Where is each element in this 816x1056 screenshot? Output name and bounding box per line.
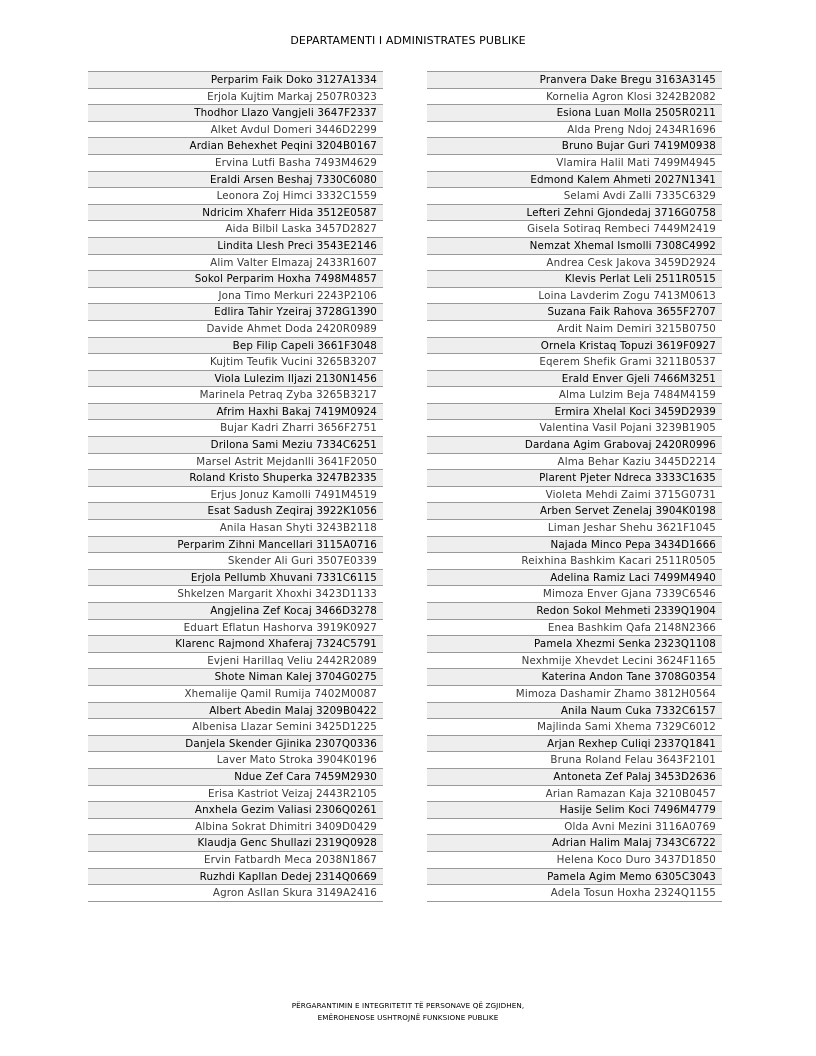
list-item: Marinela Petraq Zyba 3265B3217 [88,387,383,404]
list-item: Alda Preng Ndoj 2434R1696 [427,122,722,139]
list-item: Anila Hasan Shyti 3243B2118 [88,520,383,537]
list-item: Klarenc Rajmond Xhaferaj 7324C5791 [88,636,383,653]
list-item: Edmond Kalem Ahmeti 2027N1341 [427,172,722,189]
list-item: Reixhina Bashkim Kacari 2511R0505 [427,553,722,570]
list-item: Eduart Eflatun Hashorva 3919K0927 [88,620,383,637]
list-item: Vlamira Halil Mati 7499M4945 [427,155,722,172]
list-item: Adrian Halim Malaj 7343C6722 [427,835,722,852]
list-item: Davide Ahmet Doda 2420R0989 [88,321,383,338]
page-title: DEPARTAMENTI I ADMINISTRATES PUBLIKE [290,34,526,47]
list-item: Skender Ali Guri 3507E0339 [88,553,383,570]
list-item: Antoneta Zef Palaj 3453D2636 [427,769,722,786]
list-item: Dardana Agim Grabovaj 2420R0996 [427,437,722,454]
list-item: Pamela Agim Memo 6305C3043 [427,869,722,886]
footer [0,1000,816,1024]
list-item: Alket Avdul Domeri 3446D2299 [88,122,383,139]
list-item: Selami Avdi Zalli 7335C6329 [427,188,722,205]
list-item: Ardian Behexhet Peqini 3204B0167 [88,138,383,155]
list-item: Erjola Kujtim Markaj 2507R0323 [88,89,383,106]
list-item: Helena Koco Duro 3437D1850 [427,852,722,869]
list-item: Nemzat Xhemal Ismolli 7308C4992 [427,238,722,255]
list-item: Lefteri Zehni Gjondedaj 3716G0758 [427,205,722,222]
list-item: Najada Minco Pepa 3434D1666 [427,537,722,554]
list-item: Eqerem Shefik Grami 3211B0537 [427,354,722,371]
list-item: Aida Bilbil Laska 3457D2827 [88,221,383,238]
list-item: Lindita Llesh Preci 3543E2146 [88,238,383,255]
list-item: Drilona Sami Meziu 7334C6251 [88,437,383,454]
list-item: Albert Abedin Malaj 3209B0422 [88,703,383,720]
list-item: Perparim Zihni Mancellari 3115A0716 [88,537,383,554]
list-item: Marsel Astrit Mejdanlli 3641F2050 [88,454,383,471]
list-item: Nexhmije Xhevdet Lecini 3624F1165 [427,653,722,670]
list-item: Xhemalije Qamil Rumija 7402M0087 [88,686,383,703]
list-item: Arben Servet Zenelaj 3904K0198 [427,503,722,520]
list-item: Alma Behar Kaziu 3445D2214 [427,454,722,471]
list-item: Gisela Sotiraq Rembeci 7449M2419 [427,221,722,238]
list-item: Bruno Bujar Guri 7419M0938 [427,138,722,155]
list-item: Sokol Perparim Hoxha 7498M4857 [88,271,383,288]
list-item: Pranvera Dake Bregu 3163A3145 [427,72,722,89]
list-item: Ervina Lutfi Basha 7493M4629 [88,155,383,172]
list-item: Roland Kristo Shuperka 3247B2335 [88,470,383,487]
list-item: Eraldi Arsen Beshaj 7330C6080 [88,172,383,189]
list-item: Albina Sokrat Dhimitri 3409D0429 [88,819,383,836]
list-item: Pamela Xhezmi Senka 2323Q1108 [427,636,722,653]
list-item: Anila Naum Cuka 7332C6157 [427,703,722,720]
list-item: Afrim Haxhi Bakaj 7419M0924 [88,404,383,421]
list-item: Esiona Luan Molla 2505R0211 [427,105,722,122]
list-item: Perparim Faik Doko 3127A1334 [88,72,383,89]
list-item: Erjus Jonuz Kamolli 7491M4519 [88,487,383,504]
list-item: Anxhela Gezim Valiasi 2306Q0261 [88,802,383,819]
list-item: Leonora Zoj Himci 3332C1559 [88,188,383,205]
list-item: Mimoza Enver Gjana 7339C6546 [427,586,722,603]
footer-line-2: EMËROHENOSE USHTROJNË FUNKSIONE PUBLIKE [317,1013,499,1022]
list-item: Arian Ramazan Kaja 3210B0457 [427,786,722,803]
list-item: Mimoza Dashamir Zhamo 3812H0564 [427,686,722,703]
list-item: Bruna Roland Felau 3643F2101 [427,752,722,769]
list-item: Adelina Ramiz Laci 7499M4940 [427,570,722,587]
list-item: Kujtim Teufik Vucini 3265B3207 [88,354,383,371]
list-item: Suzana Faik Rahova 3655F2707 [427,304,722,321]
list-item: Olda Avni Mezini 3116A0769 [427,819,722,836]
list-item: Ardit Naim Demiri 3215B0750 [427,321,722,338]
list-item: Esat Sadush Zeqiraj 3922K1056 [88,503,383,520]
list-item: Agron Asllan Skura 3149A2416 [88,885,383,902]
list-item: Redon Sokol Mehmeti 2339Q1904 [427,603,722,620]
list-item: Bujar Kadri Zharri 3656F2751 [88,420,383,437]
list-item: Thodhor Llazo Vangjeli 3647F2337 [88,105,383,122]
list-item: Albenisa Llazar Semini 3425D1225 [88,719,383,736]
list-item: Plarent Pjeter Ndreca 3333C1635 [427,470,722,487]
list-item: Alim Valter Elmazaj 2433R1607 [88,255,383,272]
list-item: Klevis Perlat Leli 2511R0515 [427,271,722,288]
list-item: Ndue Zef Cara 7459M2930 [88,769,383,786]
list-item: Laver Mato Stroka 3904K0196 [88,752,383,769]
list-item: Erjola Pellumb Xhuvani 7331C6115 [88,570,383,587]
footer-line-1: PËRGARANTIMIN E INTEGRITETIT TË PERSONAVE QË ZGJIDHEN, [291,1001,525,1010]
list-item: Valentina Vasil Pojani 3239B1905 [427,420,722,437]
list-item: Viola Lulezim Iljazi 2130N1456 [88,371,383,388]
list-item: Enea Bashkim Qafa 2148N2366 [427,620,722,637]
list-item: Alma Lulzim Beja 7484M4159 [427,387,722,404]
list-item: Ermira Xhelal Koci 3459D2939 [427,404,722,421]
right-name-column [427,71,722,902]
list-item: Adela Tosun Hoxha 2324Q1155 [427,885,722,902]
list-item: Katerina Andon Tane 3708G0354 [427,669,722,686]
list-item: Ornela Kristaq Topuzi 3619F0927 [427,338,722,355]
list-item: Majlinda Sami Xhema 7329C6012 [427,719,722,736]
list-item: Shkelzen Margarit Xhoxhi 3423D1133 [88,586,383,603]
list-item: Ndricim Xhaferr Hida 3512E0587 [88,205,383,222]
list-item: Shote Niman Kalej 3704G0275 [88,669,383,686]
list-item: Ruzhdi Kapllan Dedej 2314Q0669 [88,869,383,886]
list-item: Bep Filip Capeli 3661F3048 [88,338,383,355]
list-item: Liman Jeshar Shehu 3621F1045 [427,520,722,537]
left-name-column [88,71,383,902]
list-item: Kornelia Agron Klosi 3242B2082 [427,89,722,106]
list-item: Erisa Kastriot Veizaj 2443R2105 [88,786,383,803]
list-item: Edlira Tahir Yzeiraj 3728G1390 [88,304,383,321]
list-item: Evjeni Harillaq Veliu 2442R2089 [88,653,383,670]
list-item: Angjelina Zef Kocaj 3466D3278 [88,603,383,620]
list-item: Erald Enver Gjeli 7466M3251 [427,371,722,388]
list-item: Jona Timo Merkuri 2243P2106 [88,288,383,305]
list-item: Loina Lavderim Zogu 7413M0613 [427,288,722,305]
list-item: Andrea Cesk Jakova 3459D2924 [427,255,722,272]
list-item: Danjela Skender Gjinika 2307Q0336 [88,736,383,753]
list-item: Ervin Fatbardh Meca 2038N1867 [88,852,383,869]
list-item: Arjan Rexhep Culiqi 2337Q1841 [427,736,722,753]
list-item: Violeta Mehdi Zaimi 3715G0731 [427,487,722,504]
list-item: Klaudja Genc Shullazi 2319Q0928 [88,835,383,852]
list-item: Hasije Selim Koci 7496M4779 [427,802,722,819]
